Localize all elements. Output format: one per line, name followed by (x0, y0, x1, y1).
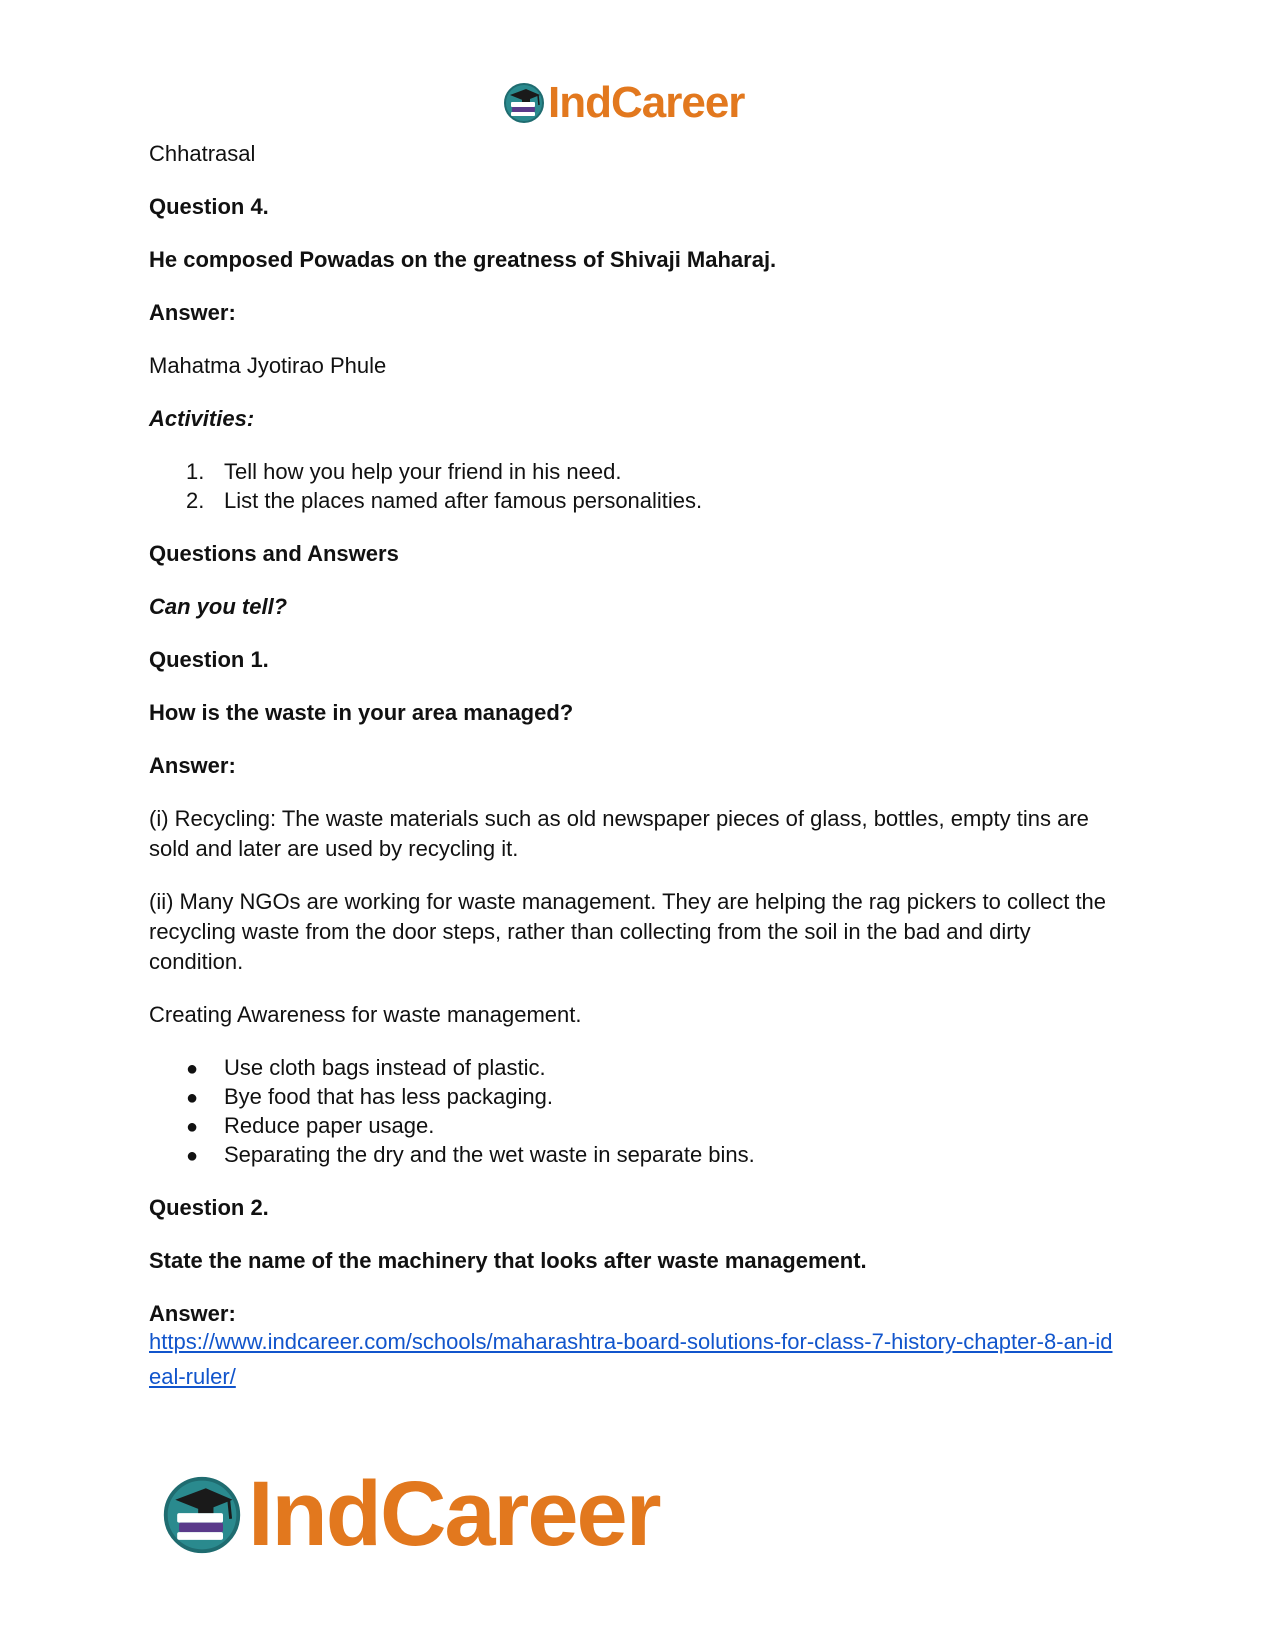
activity-item (186, 457, 621, 487)
indcareer-logo-bottom (160, 1462, 660, 1567)
bullet: ● (186, 1087, 199, 1109)
question-4-text: He composed Powadas on the greatness of Shivaji Maharaj. (149, 247, 777, 272)
answer-paragraph-recycling: (i) Recycling: The waste materials such as old newspaper pieces of glass, bottles, empty tins are sold and later are used by recycling it. (149, 806, 1089, 861)
awareness-heading: Creating Awareness for waste management. (149, 1002, 582, 1027)
activity-item-text: Tell how you help your friend in his need. (224, 459, 622, 484)
question-4-answer: Mahatma Jyotirao Phule (149, 353, 387, 378)
awareness-item (186, 1053, 546, 1084)
question-4-answer-label: Answer: (149, 300, 236, 325)
bullet: ● (186, 1145, 199, 1167)
question-1-text: How is the waste in your area managed? (149, 700, 574, 725)
source-link[interactable]: https://www.indcareer.com/schools/maharashtra-board-solutions-for-class-7-history-chapter-8-an-ideal-ruler/ (149, 1329, 1113, 1389)
indcareer-logo-top (502, 78, 744, 128)
previous-answer-text: Chhatrasal (149, 141, 256, 166)
question-1-label: Question 1. (149, 647, 269, 672)
activity-item (186, 486, 702, 516)
can-you-tell-heading: Can you tell? (149, 594, 288, 619)
questions-answers-heading: Questions and Answers (149, 541, 399, 566)
answer-paragraph-ngos: (ii) Many NGOs are working for waste management. They are helping the rag pickers to collect the recycling waste from the door steps, rather than collecting from the soil in the bad and dirty condition. (149, 889, 1107, 974)
awareness-item-text: Reduce paper usage. (224, 1113, 435, 1138)
question-1-answer-label: Answer: (149, 753, 236, 778)
awareness-item (186, 1082, 553, 1113)
list-number: 1. (186, 459, 205, 484)
bullet: ● (186, 1116, 199, 1138)
graduation-cap-book-icon (502, 81, 546, 125)
awareness-item-text: Separating the dry and the wet waste in separate bins. (224, 1142, 755, 1167)
activities-heading: Activities: (149, 406, 255, 431)
logo-wordmark: IndCareer (248, 1463, 660, 1565)
question-4-label: Question 4. (149, 194, 269, 219)
graduation-cap-book-icon (160, 1473, 244, 1557)
question-2-label: Question 2. (149, 1195, 269, 1220)
awareness-item (186, 1111, 434, 1142)
logo-wordmark: IndCareer (548, 78, 745, 127)
bullet: ● (186, 1058, 199, 1080)
awareness-item (186, 1140, 755, 1171)
question-2-answer-label: Answer: (149, 1301, 236, 1326)
awareness-item-text: Use cloth bags instead of plastic. (224, 1055, 546, 1080)
list-number: 2. (186, 488, 205, 513)
activity-item-text: List the places named after famous personalities. (224, 488, 703, 513)
awareness-item-text: Bye food that has less packaging. (224, 1084, 553, 1109)
question-2-text: State the name of the machinery that looks after waste management. (149, 1248, 867, 1273)
